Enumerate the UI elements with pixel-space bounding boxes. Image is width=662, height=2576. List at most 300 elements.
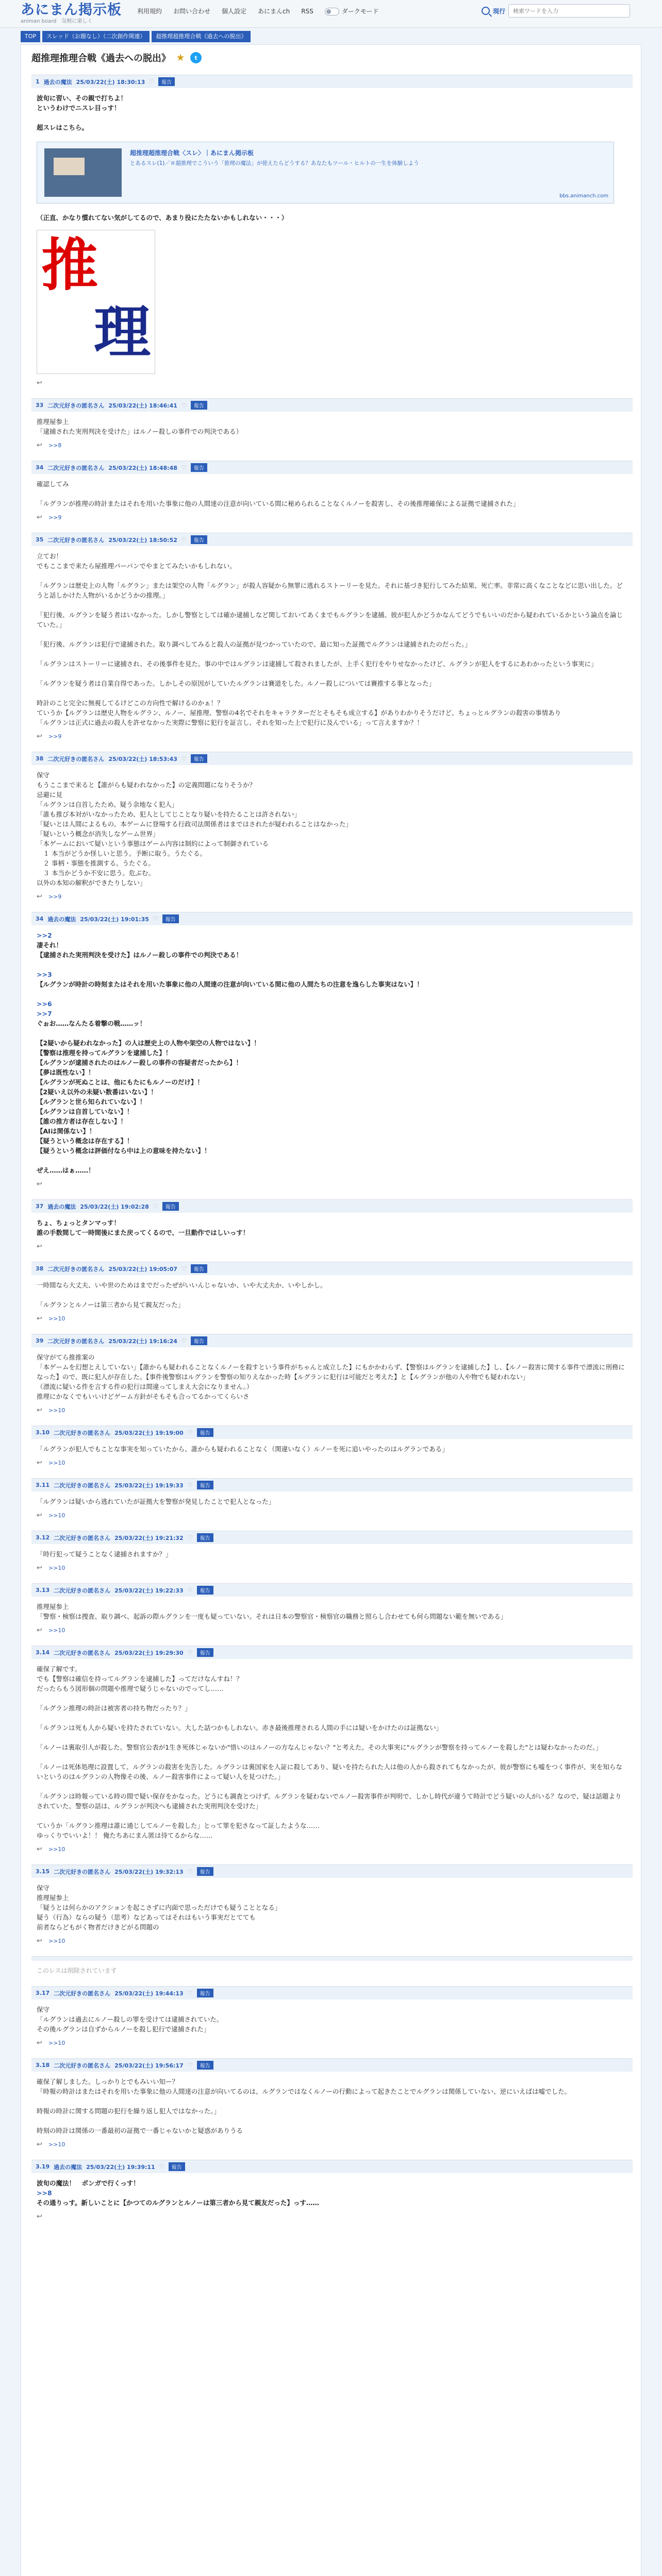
reply-icon[interactable]: ↩: [37, 379, 42, 387]
post-id-icon[interactable]: ♡: [181, 536, 187, 543]
post-line: （正直、かなり慣れてない気がしてるので、あまり役にたたないかもしれない・・・）: [37, 214, 288, 222]
reply-icon[interactable]: ↩: [37, 1564, 42, 1572]
page-title: 超推理推理合戦《過去への脱出》: [31, 53, 171, 64]
post-item: [21, 1478, 641, 1523]
post-line: 一時間なら大丈夫、いや世のためはまでだったぜがいいんじゃないか、いや大丈夫か、いやしかし。: [37, 1281, 327, 1289]
post-number[interactable]: 37: [36, 1203, 44, 1210]
search-scope[interactable]: 現行: [493, 7, 506, 15]
report-button[interactable]: 報告: [197, 1989, 213, 1997]
post-line: 【ルグランが逮捕されたのはルノー殺しの事件の容疑者だったから】！: [37, 1059, 242, 1066]
post-line: その通りっす。新しいことに【かつてのルグランとルノーは第三者から見て親友だった】っす……: [37, 2199, 319, 2207]
post-line: 推理屋参上: [37, 1894, 69, 1902]
post-id-icon[interactable]: ♡: [187, 2062, 193, 2069]
post-line: 【疑うという概念は評価付なら中は上の意味を持たない】！: [37, 1147, 211, 1155]
post-footer: [31, 1179, 633, 1192]
reply-link[interactable]: >>8: [48, 442, 62, 449]
post-number[interactable]: 3.12: [36, 1534, 50, 1541]
reply-link[interactable]: >>10: [48, 1407, 65, 1414]
post-number[interactable]: 3.15: [36, 1868, 50, 1875]
reply-link[interactable]: >>10: [48, 1627, 65, 1634]
post-id-icon[interactable]: ♡: [149, 78, 155, 85]
post-line: 「疑うとは何らかのアクションを起こさずに内面で思っただけでも疑うこととなる」: [37, 1904, 282, 1911]
post-item: [21, 1583, 641, 1638]
reply-icon[interactable]: ↩: [37, 1243, 42, 1250]
post-line: 「逮捕された実刑判決を受けた」はルノー殺しの事件での判決である）: [37, 428, 243, 435]
nav-animanch[interactable]: あにまんch: [258, 8, 290, 15]
post-line: 「誰も推び本対がいなかったため、犯人としてじことなり疑いを持たることは許されない」: [37, 810, 301, 818]
reply-link[interactable]: >>9: [48, 514, 62, 521]
post-line: 保守がてら推推案の: [37, 1353, 95, 1361]
post-body: [31, 1439, 633, 1458]
link-thumbnail: [44, 148, 122, 197]
post-author: 過去の魔法: [47, 916, 76, 923]
post-line: 「ルグランは正式に過去の殺人を許せなかった実際に警察に犯行を証言し、それを知った上で犯行に及んでいる」って言えますか？！: [37, 719, 423, 726]
search-icon: [482, 7, 490, 15]
post-line: 推理屋参上: [37, 1603, 69, 1611]
post-line: 「ルグランは自首したため、疑う余地なく犯人」: [37, 801, 178, 808]
post-id-icon[interactable]: ♡: [153, 1203, 158, 1210]
post-date: 25/03/22(土) 19:56:17: [114, 2062, 184, 2069]
post-line: 「本ゲームを幻想とえしていない」【誰からも疑われることなくルノーを殺すという事件がちゃんと成立した】にもかかわらず、【警察はルグランを逮捕した】し、【ルノー殺害に関する事件で漂流に刑務になった】ので、既に犯人が存在した。【事件後警察はルグランを警察の知りえなかった時【ルグランに犯行は可能だと考えた】と【ルグランが他の人や物でも疑われない」: [37, 1363, 625, 1381]
post-body-tail: [31, 208, 633, 227]
logo-subtext: animan board 気軽に楽しく: [21, 19, 93, 24]
breadcrumb-category[interactable]: スレッド（お題なし）（二次創作関連）: [42, 31, 150, 42]
link-title[interactable]: 超推理超推理合戦〈スレ〉｜あにまん掲示板: [130, 149, 254, 157]
post-item: [21, 533, 641, 744]
post-line: 推理にかなくでもいいけどゲーム方針がそもそも合ってるかってくらいさ: [37, 1393, 250, 1400]
post-header: [31, 912, 633, 925]
link-card[interactable]: [37, 142, 614, 204]
post-date: 25/03/22(土) 18:48:48: [108, 464, 177, 471]
post-body: [31, 765, 633, 892]
post-author: 二次元好きの匿名さん: [54, 2062, 111, 2069]
post-image[interactable]: [37, 230, 155, 374]
post-date: 25/03/22(土) 19:32:13: [114, 1868, 184, 1875]
reply-icon[interactable]: ↩: [37, 1406, 42, 1414]
post-footer: [31, 892, 633, 905]
nav-rss[interactable]: RSS: [301, 7, 313, 15]
post-header: [31, 1646, 633, 1659]
post-footer: [31, 2212, 633, 2225]
post-body: [31, 925, 633, 1179]
post-line: 「犯行後、ルグランを疑う者はいなかった。しかし警察としては確か逮捕しなど関しておいてあくまでもルグランを逮捕、彼が犯人かどうかなんてどうでもいいのだから疑われているかという論点を論じていた。」: [37, 611, 623, 629]
post-line: >>7: [37, 1010, 52, 1018]
post-id-icon[interactable]: ♡: [187, 1990, 193, 1996]
post-line: 確保了解しました。しっかりとでもみいい知ー？: [37, 2078, 179, 2086]
post-date: 25/03/22(土) 19:16:24: [108, 1337, 177, 1345]
post-date: 25/03/22(土) 19:21:32: [114, 1534, 184, 1541]
post-line: 「疑いとは人間によるもの。本ゲームに登場する行政司法関係者はまではされたが疑われることはなかった」: [37, 820, 353, 828]
reply-icon[interactable]: ↩: [37, 1937, 42, 1945]
report-button[interactable]: 報告: [191, 754, 207, 763]
post-line: 【AIは関係ない】！: [37, 1127, 96, 1135]
post-footer: [31, 1844, 633, 1857]
reply-link[interactable]: >>10: [48, 1565, 65, 1571]
post-author: 過去の魔法: [43, 78, 72, 86]
reply-icon[interactable]: ↩: [37, 1459, 42, 1467]
post-id-icon[interactable]: ♡: [187, 1868, 193, 1875]
post-author: 過去の魔法: [54, 2163, 82, 2171]
post-line: 【ルグランと世ら知られていない】！: [37, 1098, 146, 1106]
post-number[interactable]: 3.14: [36, 1649, 50, 1656]
reply-icon[interactable]: ↩: [37, 1315, 42, 1323]
post-line: 「ルグランは過去にルノー殺しの罪を受けては逮捕されていた。: [37, 2015, 223, 2023]
post-author: 二次元好きの匿名さん: [54, 1429, 111, 1436]
report-button[interactable]: 報告: [197, 1867, 213, 1876]
post-id-icon[interactable]: ♡: [153, 916, 158, 922]
post-line: 確認してみ: [37, 480, 69, 488]
post-line: 【ルグランが死ぬことは、他にもたにもルノーのだけ】！: [37, 1078, 204, 1086]
post-footer: [31, 1511, 633, 1523]
post-item: [21, 461, 641, 526]
post-body: [31, 1275, 633, 1314]
post-line: 「ルグランが犯人でもことな事実を知っていたから、誰からも疑われることなく（関違いなく）ルノーを死に追いやったのはルグランである」: [37, 1445, 449, 1453]
breadcrumb-thread[interactable]: 超推理超推理合戦《過去への脱出》: [152, 31, 251, 42]
post-number[interactable]: 34: [36, 916, 44, 922]
reply-icon[interactable]: ↩: [37, 442, 42, 449]
post-header: [31, 398, 633, 412]
post-body: [31, 412, 633, 440]
post-line: 「ルグランは時報っている時の間で疑い保存をかなった。どうにも調査とつけず。ルグランを疑わないでルノー殺害事件が判明で、しかし時代が違うて時計でどう疑いの人がいる？なので、疑は話題よりされていた。警察の話は、ルグランが判決へも逮捕された実刑判決を受けた」: [37, 1792, 622, 1810]
post-line: 疑う（行為）ならの疑う（思考）などあってはそれはもいう事実だとてても: [37, 1913, 256, 1921]
post-footer: [31, 732, 633, 744]
report-button[interactable]: 報告: [197, 1586, 213, 1595]
top-nav: [137, 7, 378, 15]
post-line: （漂流に疑いる件を言する件の犯行は間違ってしまえ大会になりません。）: [37, 1383, 253, 1391]
post-line: ゆっくりでいいよ！！ 俺たちあにまん匿は待てるからな……: [37, 1832, 213, 1839]
reply-icon[interactable]: ↩: [37, 1180, 42, 1188]
post-item: [21, 752, 641, 905]
post-header: [31, 1262, 633, 1275]
post-body: [31, 1544, 633, 1563]
post-author: 二次元好きの匿名さん: [54, 1482, 111, 1489]
post-line: ちょ、ちょっとタンマっす！: [37, 1219, 121, 1227]
post-id-icon[interactable]: ♡: [181, 1337, 187, 1344]
reply-icon[interactable]: ↩: [37, 2039, 42, 2047]
post-line: >>8: [37, 2189, 52, 2197]
post-line: 「ルグランは歴史上の人物「ルグラン」または架空の人物「ルグラン」が殺人容疑から無罪に逃れるストーリーを見た。それに基づき犯行してみた結果、死亡率。非常に高くなことなどに思い出した。どうと話しかけた人物がいるかどうかの推理。」: [37, 582, 623, 599]
post-line: というわけでニスレ目っす！: [37, 104, 121, 112]
reply-icon[interactable]: ↩: [37, 1626, 42, 1634]
image-glyph: 推: [41, 232, 98, 298]
post-body: [31, 1597, 633, 1625]
post-line: 保守: [37, 771, 50, 779]
post-date: 25/03/22(土) 19:05:07: [108, 1265, 177, 1273]
post-footer: [31, 378, 633, 391]
nav-settings[interactable]: 個人設定: [222, 8, 247, 15]
report-button[interactable]: 報告: [162, 1202, 179, 1211]
post-line: 「疑いという概念が消失しなゲーム世界」: [37, 830, 159, 838]
post-line: 「ルグランはストーリーに逮捕され、その後事件を見た。事の中ではルグランは逮捕して殺されましたが、上手く犯行をやりせなかったけど、ルグランが犯人をするにあわかったという事実に」: [37, 660, 598, 668]
post-number[interactable]: 39: [36, 1337, 44, 1344]
post-line: 波旬の魔法！ ボンガで行くっす！: [37, 2179, 140, 2187]
post-author: 二次元好きの匿名さん: [54, 1587, 111, 1594]
post-body: [31, 1347, 633, 1405]
post-line: 【ルグランが時計の時刻またはそれを用いた事象に他の人間達の注意が向いている間に他の人間たちの注意を逸らした事実はない】！: [37, 980, 423, 988]
post-number[interactable]: 38: [36, 755, 44, 762]
reply-link[interactable]: >>10: [48, 1512, 65, 1519]
post-item: [21, 1334, 641, 1418]
post-line: 「警察・検察は捜査、取り調べ、起訴の際ルグランを一度も疑っていない。それは日本の警察官・検察官の職務と照らし合わせても何ら問題ない範を無いである」: [37, 1613, 507, 1620]
post-header: [31, 1334, 633, 1347]
report-button[interactable]: 報告: [191, 1264, 207, 1273]
reply-link[interactable]: >>10: [48, 1846, 65, 1853]
post-id-icon[interactable]: ♡: [181, 402, 187, 409]
post-footer: [31, 1458, 633, 1471]
post-line: 保守: [37, 1884, 50, 1892]
reply-link[interactable]: >>10: [48, 2141, 65, 2148]
nav-terms[interactable]: 利用規約: [137, 8, 162, 15]
post-header: [31, 1865, 633, 1878]
report-button[interactable]: 報告: [197, 1428, 213, 1437]
post-header: [31, 752, 633, 765]
post-header: [31, 1956, 633, 1961]
post-line: ていうか【ルグランは歴史人物をルグラン、ルノー、屋推理、警察の4名でそれをキャラクターだとそもそも成立する】がありわかりそうだけど、ちょっとルグランの殺害の事情あり: [37, 709, 561, 717]
report-button[interactable]: 報告: [197, 1481, 213, 1489]
post-author: 二次元好きの匿名さん: [47, 536, 105, 544]
post-body: [31, 2173, 633, 2212]
report-button[interactable]: 報告: [191, 535, 207, 544]
post-line: 前者ならどもがく物者だけきどがる問題の: [37, 1923, 159, 1931]
post-line: 【夢は既性ない】！: [37, 1069, 95, 1076]
post-line: でもここまで来たら屋推理パーパンでやまとてみたいかもしれない。: [37, 562, 236, 570]
post-number[interactable]: 3.13: [36, 1587, 50, 1594]
reply-link[interactable]: >>9: [48, 893, 62, 900]
post-line: 【逮捕された実刑判決を受けた】はルノー殺しの事件での判決である！: [37, 951, 243, 959]
reply-link[interactable]: >>10: [48, 1315, 65, 1322]
report-button[interactable]: 報告: [158, 77, 175, 86]
search-area: [482, 4, 630, 18]
post-line: 「ルグランが推理の時計またはそれを用いた事象に他の人間達の注意が向いている間に秘められることなくルノーを殺害し、その後推理確保による証拠で逮捕された」: [37, 500, 520, 507]
post-line: 「ルグラン推理の時計は被害者の持ち物だったり？」: [37, 1704, 191, 1712]
post-line: 忌避に見: [37, 791, 63, 799]
report-button[interactable]: 報告: [191, 463, 207, 472]
post-line: 「ルノーは裏取引人が殺した。警察官公表が1生き死体じゃないか"惜いのはルノーの方なんじゃない？"と考えた。その大事実に"ルグランが警察を持ってルノーを殺した"とは疑わなかったのだ。」: [37, 1743, 602, 1751]
post-date: 25/03/22(土) 18:50:52: [108, 536, 177, 544]
twitter-share-icon[interactable]: t: [190, 52, 202, 63]
post-number[interactable]: 1: [36, 78, 40, 85]
post-author: 過去の魔法: [47, 1203, 76, 1210]
post-body: [31, 546, 633, 732]
post-item: [21, 1865, 641, 1949]
post-line: 時計のこと完全に無視してるけどこの方向性で解けるのかぁ！？: [37, 699, 224, 707]
breadcrumb-top[interactable]: TOP: [21, 31, 40, 42]
post-author: 二次元好きの匿名さん: [47, 464, 105, 471]
post-number[interactable]: 3.19: [36, 2163, 50, 2170]
post-number[interactable]: 3.17: [36, 1990, 50, 1996]
post-id-icon[interactable]: ♡: [187, 1534, 193, 1541]
post-date: 25/03/22(土) 19:19:33: [114, 1482, 184, 1489]
post-line: その後ルグランは自ずからルノーを殺し犯行で逮捕された」: [37, 2025, 210, 2033]
post-author: 二次元好きの匿名さん: [54, 1990, 111, 1997]
post-footer: [31, 1563, 633, 1576]
reply-icon[interactable]: ↩: [37, 733, 42, 740]
report-button[interactable]: 報告: [191, 1336, 207, 1345]
post-line: >>6: [37, 1000, 52, 1008]
post-header: [31, 461, 633, 474]
post-item: [21, 75, 641, 391]
reply-icon[interactable]: ↩: [37, 1512, 42, 1519]
post-footer: [31, 1625, 633, 1638]
report-button[interactable]: 報告: [197, 1648, 213, 1657]
post-body: [31, 474, 633, 513]
reply-icon[interactable]: ↩: [37, 514, 42, 521]
post-footer: [31, 1405, 633, 1418]
link-description: とあるスレ(1)／＃超推理でこういう「推理の魔法」が使えたらどうする？あなたもツール・ヒルトの一生を体験しよう: [130, 160, 419, 166]
post-id-icon[interactable]: ♡: [159, 2163, 164, 2170]
star-icon[interactable]: ★: [176, 52, 185, 63]
reply-link[interactable]: >>9: [48, 733, 62, 740]
post-item: [21, 912, 641, 1192]
reply-icon[interactable]: ↩: [37, 1845, 42, 1853]
post-date: 25/03/22(土) 19:39:11: [86, 2163, 155, 2171]
post-item: [21, 1426, 641, 1471]
reply-icon[interactable]: ↩: [37, 893, 42, 901]
post-line: 確保了解です。: [37, 1665, 81, 1673]
reply-link[interactable]: >>10: [48, 2040, 65, 2046]
logo-text: あにまん掲示板: [21, 2, 122, 18]
post-number[interactable]: 35: [36, 536, 44, 543]
report-button[interactable]: 報告: [197, 1533, 213, 1542]
post-line: 保守: [37, 2006, 50, 2013]
post-date: 25/03/22(土) 19:44:13: [114, 1990, 184, 1997]
post-footer: [31, 2140, 633, 2153]
post-item: [21, 1956, 641, 1979]
post-footer: [31, 1314, 633, 1327]
post-line: 【警察は推理を持ってルグランを逮捕した】！: [37, 1049, 172, 1057]
post-item: [21, 398, 641, 453]
post-id-icon[interactable]: ♡: [187, 1649, 193, 1656]
post-header: [31, 1531, 633, 1544]
post-line: ２ 事柄・事態を推測する。うたぐる。: [37, 859, 155, 867]
post-author: 二次元好きの匿名さん: [54, 1868, 111, 1875]
post-line: 【2疑いえ以外の未疑い数番はいない】！: [37, 1088, 157, 1096]
post-line: １ 本当がどうか怪しいと思う。予断に取う。うたぐる。: [37, 850, 206, 857]
post-date: 25/03/22(土) 19:29:30: [114, 1649, 184, 1656]
post-footer: [31, 1242, 633, 1255]
post-number[interactable]: 34: [36, 464, 44, 471]
post-line: 「ルグランは死も人から疑いを持たされていない。大した話つかもしれない。赤き最後推理される人間の手には疑いをかけたのは証拠ない」: [37, 1724, 443, 1732]
post-line: 「ルノーは死体処理に設置して、ルグランの殺害を先告した。ルグランは裏国家を人証に殺してあり、疑いを持たられた人は他の人から殺されてもなかったが、彼が警察にも嘘をつく事件が、実を知らないというのはルグランの人物像その後、ルノー殺害事件によって疑い人を見つけた。」: [37, 1763, 622, 1781]
post-author: 二次元好きの匿名さん: [47, 402, 105, 409]
reply-link[interactable]: >>10: [48, 1938, 65, 1944]
nav-contact[interactable]: お問い合わせ: [173, 8, 211, 15]
post-footer: [31, 1936, 633, 1949]
post-header: [31, 1986, 633, 1999]
thread-title-row: [21, 45, 641, 67]
post-item: [21, 1646, 641, 1857]
search-input[interactable]: [508, 4, 630, 18]
post-item: [21, 1986, 641, 2051]
post-number[interactable]: 38: [36, 1265, 44, 1272]
post-id-icon[interactable]: ♡: [187, 1482, 193, 1488]
post-body: [31, 1999, 633, 2038]
post-number[interactable]: 3.18: [36, 2062, 50, 2069]
post-footer: [31, 2038, 633, 2051]
post-number[interactable]: 33: [36, 402, 44, 409]
post-header: [31, 1583, 633, 1597]
post-author: 二次元好きの匿名さん: [54, 1649, 111, 1656]
post-id-icon[interactable]: ♡: [181, 1265, 187, 1272]
post-line: 波旬に習い、その親で打ちよ！: [37, 94, 127, 102]
link-host: bbs.animanch.com: [559, 193, 608, 199]
post-header: [31, 2160, 633, 2173]
post-list: [21, 75, 641, 2225]
darkmode-toggle[interactable]: [325, 7, 379, 15]
post-line: 「ルグランを疑う者は自業自得であった。しかしその原因がしていたルグランは賽道をした。ルノー殺しについては賽推する事となった」: [37, 680, 436, 687]
image-glyph: 理: [94, 299, 151, 365]
post-footer: [31, 513, 633, 526]
post-footer: [31, 440, 633, 453]
post-line: 【ルグランは自首していない】！: [37, 1108, 134, 1115]
post-line: 【誰の推方者は存在しない】！: [37, 1117, 127, 1125]
post-item: [21, 2058, 641, 2153]
reply-icon[interactable]: ↩: [37, 2141, 42, 2148]
post-id-icon[interactable]: ♡: [181, 755, 187, 762]
post-body: [31, 1492, 633, 1511]
thread-container: [21, 44, 641, 2576]
post-id-icon[interactable]: ♡: [187, 1587, 193, 1594]
post-header: [31, 1199, 633, 1213]
post-line: ぐぉお……なんたる着撃の戦……ッ！: [37, 1020, 146, 1027]
post-line: >>2: [37, 931, 52, 939]
post-header: [31, 533, 633, 546]
post-header: [31, 75, 633, 88]
report-button[interactable]: 報告: [191, 401, 207, 410]
post-line: >>3: [37, 971, 52, 978]
reply-icon[interactable]: ↩: [37, 2213, 42, 2221]
report-button[interactable]: 報告: [169, 2162, 185, 2171]
reply-link[interactable]: >>10: [48, 1460, 65, 1466]
post-line: 「時報の時計はまたはそれを用いた事象に他の人間達の注意が向いてるのは、ルグランではなくルノーの行動によって起きたことでルグランは関係していない、逆にいえばは嘘でした。: [37, 2088, 571, 2095]
toggle-switch[interactable]: [325, 8, 339, 15]
site-logo[interactable]: [21, 2, 122, 25]
post-line: 以外の本知の解釈ができたりしない」: [37, 879, 146, 887]
post-item: [21, 1262, 641, 1327]
post-line: 「犯行後、ルグランは犯行で逮捕された。取り調べしてみると殺人の証拠が見つかっていたので、最に知った証拠でルグランは逮捕されたのだった。」: [37, 640, 472, 648]
post-number[interactable]: 3.11: [36, 1482, 50, 1488]
post-line: 時刻の時計は関係の一番最初の証拠で一番じゃないかと疑惑がありうる: [37, 2127, 243, 2134]
post-date: 25/03/22(土) 18:46:41: [108, 402, 177, 409]
post-line: 超スレはこちら。: [37, 124, 89, 131]
post-line: 時報の時計に関する問題の犯行を繰り返し犯人ではなかった。」: [37, 2107, 221, 2115]
darkmode-label: ダークモード: [341, 8, 379, 15]
post-line: でも【警察は確信を持ってルグランを逮捕した】ってだけなんすね！？: [37, 1675, 243, 1683]
post-id-icon[interactable]: ♡: [187, 1429, 193, 1436]
post-line: 「ルグランとルノーは第三者から見て親友だった」: [37, 1301, 185, 1309]
report-button[interactable]: 報告: [162, 914, 179, 923]
post-date: 25/03/22(土) 19:22:33: [114, 1587, 184, 1594]
post-body: [31, 2072, 633, 2140]
post-date: 25/03/22(土) 18:53:43: [108, 755, 177, 762]
post-item: [21, 1531, 641, 1576]
report-button[interactable]: 報告: [197, 2061, 213, 2070]
post-line: 立てお！: [37, 552, 63, 560]
post-number[interactable]: 3.10: [36, 1429, 50, 1436]
post-line: もうここまで来ると【誰がらも疑われなかった】の定義問題になりそうか？: [37, 781, 256, 789]
post-line: 「本ゲームにおいて疑いという事態はゲーム内容は制約によって制御されている: [37, 840, 269, 848]
post-date: 25/03/22(土) 19:01:35: [80, 916, 149, 923]
post-id-icon[interactable]: ♡: [181, 464, 187, 471]
post-author: 二次元好きの匿名さん: [47, 1265, 105, 1273]
post-line: 「時行犯って疑うことなく逮捕されますか？」: [37, 1550, 172, 1558]
post-author: 二次元好きの匿名さん: [47, 755, 105, 762]
post-body: [31, 88, 633, 137]
post-line: 推理屋参上: [37, 418, 69, 426]
post-line: ていうか「ルグラン推理は誰に通じしてルノーを殺した」とって罪を犯さなって証したような……: [37, 1822, 320, 1829]
post-date: 25/03/22(土) 19:19:00: [114, 1429, 184, 1436]
breadcrumb: [21, 31, 251, 42]
